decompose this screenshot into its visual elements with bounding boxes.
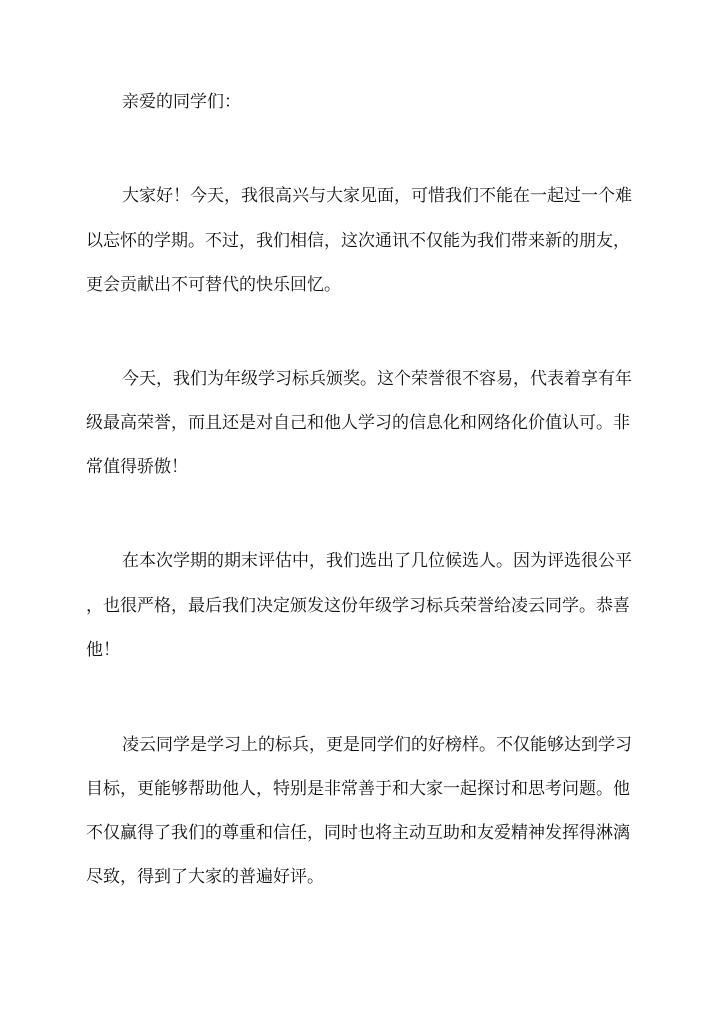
paragraph-2-line-1: 今天，我们为年级学习标兵颁奖。这个荣誉很不容易，代表着享有年 — [122, 369, 632, 389]
paragraph-1-line-1: 大家好！今天，我很高兴与大家见面，可惜我们不能在一起过一个难 — [122, 186, 632, 206]
paragraph-3-line-1: 在本次学期的期末评估中，我们选出了几位候选人。因为评选很公平 — [122, 551, 632, 571]
paragraph-4-line-4: 尽致，得到了大家的普遍好评。 — [86, 867, 324, 887]
paragraph-4-line-3: 不仅赢得了我们的尊重和信任，同时也将主动互助和友爱精神发挥得淋漓 — [86, 823, 630, 843]
paragraph-1-line-2: 以忘怀的学期。不过，我们相信，这次通讯不仅能为我们带来新的朋友， — [86, 231, 630, 251]
paragraph-3-line-2: ，也很严格，最后我们决定颁发这份年级学习标兵荣誉给凌云同学。恭喜 — [86, 596, 630, 616]
paragraph-1-line-3: 更会贡献出不可替代的快乐回忆。 — [86, 275, 341, 295]
greeting-line: 亲爱的同学们： — [122, 92, 241, 112]
paragraph-4-line-1: 凌云同学是学习上的标兵，更是同学们的好榜样。不仅能够达到学习 — [122, 735, 632, 755]
paragraph-2-line-2: 级最高荣誉，而且还是对自己和他人学习的信息化和网络化价值认可。非 — [86, 413, 630, 433]
paragraph-3-line-3: 他！ — [86, 640, 120, 660]
paragraph-2-line-3: 常值得骄傲！ — [86, 457, 188, 477]
paragraph-4-line-2: 目标，更能够帮助他人，特别是非常善于和大家一起探讨和思考问题。他 — [86, 779, 630, 799]
